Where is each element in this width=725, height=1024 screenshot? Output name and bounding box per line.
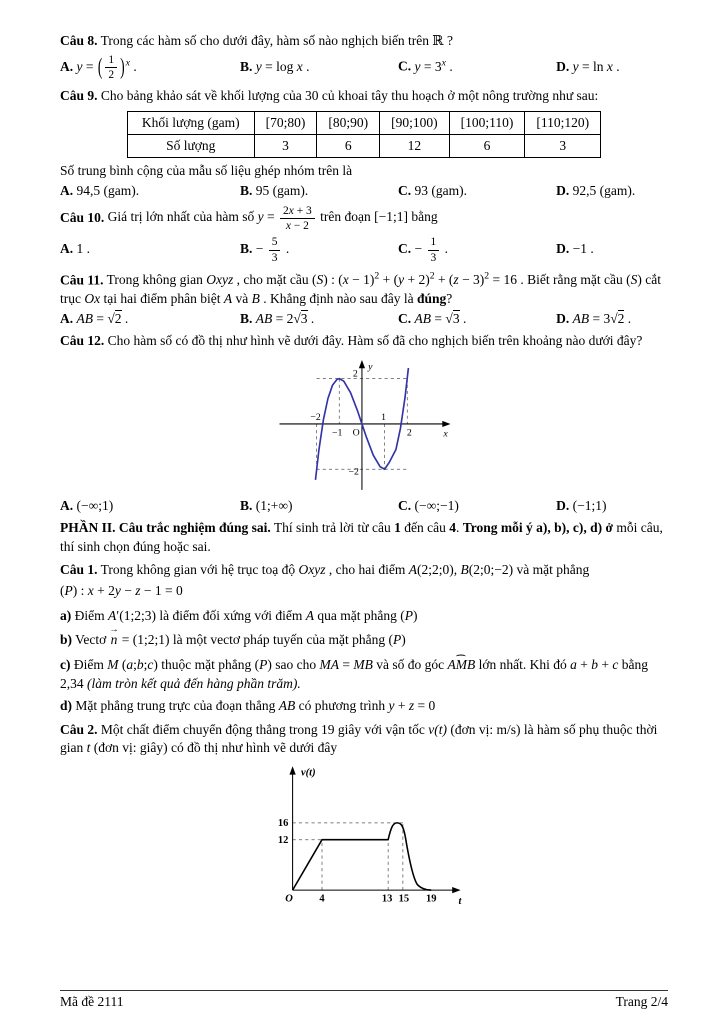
question-label: Câu 10. [60,209,105,225]
question-11 [60,270,668,327]
table-row [127,134,600,157]
part2-question-1 [60,561,668,715]
table-header-cell: [80;90) [317,111,380,134]
question-10 [60,204,668,265]
option-c: C. AB = √3 . [398,310,467,326]
question-text: Câu 12. Cho hàm số có đồ thị như hình vẽ dưới đây. Hàm số đã cho nghịch biến trên khoảng nào dưới đây? [60,332,643,348]
t-tick-13: 13 [381,893,393,905]
option-text: AB = 2√3 . [255,310,315,326]
p2q2-velocity-graph [60,762,668,909]
origin-label: O [285,893,293,905]
question-label: Câu 12. [60,332,105,348]
option-text: − $\frac{1}{3}$ . [414,236,449,264]
option-d: D. AB = 3√2 . [556,310,632,326]
option-a: A. 94,5 (gam). [60,182,140,198]
question-label: Câu 8. [60,33,98,48]
option-text: AB = √2 . [76,310,129,326]
option-a: A. AB = √2 . [60,310,129,326]
option-b: B. 95 (gam). [239,182,309,198]
x-tick-minus2: −2 [310,412,321,424]
q11-options [60,311,668,327]
option-b: B. AB = 2√3 . [239,310,315,326]
statement-a: a) Điểm A′(1;2;3) là điểm đối xứng với điểm A qua mặt phẳng (P) [60,607,418,623]
option-text: (1;+∞) [255,498,293,514]
y-axis-label: y [368,361,373,373]
origin-label: O [352,427,360,439]
option-text: −1 . [572,241,594,257]
statement-b: b) Vectơ → n = (1;2;1) là một vectơ pháp tuyến của mặt phẳng (P) [60,631,668,650]
option-c: C. (−∞;−1) [398,498,459,514]
option-text: (−1;1) [572,498,607,514]
option-text: 1 . [76,241,90,257]
question-12 [60,332,668,515]
option-c: C. 93 (gam). [398,182,468,198]
table-cell: 3 [525,134,601,157]
option-a: A. y = ( $\frac{1}{2}$ )$^x$ . [60,52,137,81]
q9-options [60,183,668,199]
v-tick-12: 12 [277,834,289,846]
table-header-cell: [110;120) [525,111,601,134]
page-number: Trang 2/4 [615,994,668,1009]
option-c: C. − $\frac{1}{3}$ . [398,236,449,264]
option-b: B. (1;+∞) [239,498,293,514]
table-cell: 6 [317,134,380,157]
option-d: D. y = ln x . [556,58,620,74]
question-label: Câu 9. [60,88,98,104]
option-text: y = ln x . [572,58,620,74]
t-axis-label: t [458,895,462,907]
question-label: Câu 11. [60,272,104,288]
question-label: Câu 2. [60,721,98,737]
option-b: B. y = log x . [239,58,310,74]
v-tick-16: 16 [277,818,289,830]
option-text: $y = 3^x$ . [414,57,453,74]
question-label: Câu 1. [60,562,98,578]
option-text: 92,5 (gam). [572,182,636,198]
option-b: B. − $\frac{5}{3}$ . [239,236,290,264]
option-text: 94,5 (gam). [76,182,140,198]
t-tick-4: 4 [319,893,325,905]
question-text: Câu 9. Cho bảng khảo sát về khối lượng của 30 củ khoai tây thu hoạch ở một nông trường như sau: [60,88,599,104]
q8-options [60,53,668,83]
part-2-heading [60,519,668,556]
equation-line: (P) : x + 2y − z − 1 = 0 [60,583,183,599]
question-text: Câu 11. Trong không gian Oxyz , cho mặt cầu (S) : $(x - 1)^2 + (y + 2)^2 + (z - 3)^2 = 16$ . Biết rằng mặt cầu (S) cắt trục Ox tại hai điểm phân biệt A và B . Khẳng định nào sau đây là đúng? [60,270,661,306]
table-cell: 6 [449,134,525,157]
table-cell: 12 [380,134,450,157]
question-9 [60,87,668,198]
question-text: Câu 10. Giá trị lớn nhất của hàm số y = $\frac{2x + 3}{x - 2}$ trên đoạn [−1;1] bằng [60,204,438,232]
option-d: D. −1 . [556,241,594,257]
velocity-time-plot [259,762,469,909]
option-text: (−∞;1) [76,498,114,514]
question-text: Câu 1. Trong không gian với hệ trục toạ độ Oxyz , cho hai điểm A(2;2;0), B(2;0;−2) và mặt phẳng [60,562,590,578]
cubic-function-plot [264,358,464,494]
option-text: AB = 3√2 . [572,310,632,326]
option-d: D. 92,5 (gam). [556,182,636,198]
section-heading: PHẦN II. Câu trắc nghiệm đúng sai. Thí sinh trả lời từ câu 1 đến câu 4. Trong mỗi ý a), b), c), d) ở mỗi câu, thí sinh chọn đúng hoặc sai. [60,520,663,554]
statement-c: c) Điểm M (a;b;c) thuộc mặt phẳng (P) sao cho MA = MB và số đo góc ⌢ AMB lớn nhất. Khi đó a + b + c bằng 2,34 (làm tròn kết quả đến hàng phần trăm). [60,656,668,693]
table-cell: 3 [254,134,317,157]
statement-d: d) Mặt phẳng trung trực của đoạn thẳng AB có phương trình y + z = 0 [60,698,436,714]
option-a: A. 1 . [60,241,90,257]
option-text: y = ( $\frac{1}{2}$ )$^x$ . [76,52,137,81]
table-header-cell: [100;110) [449,111,525,134]
option-text: y = log x . [255,58,310,74]
question-text: Câu 2. Một chất điểm chuyển động thẳng trong 19 giây với vận tốc v(t) (đơn vị: m/s) là hàm số phụ thuộc thời gian t (đơn vị: giây) có đồ thị như hình vẽ dưới đây [60,721,658,756]
footer [60,990,668,1010]
exam-code: Mã đề 2111 [60,994,124,1009]
option-text: (−∞;−1) [414,498,459,514]
x-axis-label: x [443,428,448,440]
question-text: Câu 8. Trong các hàm số cho dưới đây, hàm số nào nghịch biến trên ℝ ? [60,33,454,48]
table-header-cell: [70;80) [254,111,317,134]
q12-cubic-graph [60,358,668,494]
option-d: D. (−1;1) [556,498,607,514]
table-cell: Số lượng [127,134,254,157]
x-tick-minus1: −1 [332,427,343,439]
y-tick-2: 2 [352,368,358,380]
table-row [127,111,600,134]
question-text-continued: Số trung bình cộng của mẫu số liệu ghép nhóm trên là [60,162,353,178]
part2-question-2 [60,721,668,909]
t-tick-19: 19 [425,893,437,905]
table-header-cell: Khối lượng (gam) [127,111,254,134]
option-text: AB = √3 . [414,310,467,326]
question-8 [60,32,668,82]
option-text: − $\frac{5}{3}$ . [255,236,290,264]
q10-options [60,235,668,265]
option-a: A. (−∞;1) [60,498,114,514]
x-tick-1: 1 [381,412,387,424]
y-tick-minus2: −2 [348,466,359,478]
option-text: 93 (gam). [414,182,468,198]
x-tick-2: 2 [406,427,412,439]
option-text: 95 (gam). [255,182,309,198]
option-c: C. $y = 3^x$ . [398,57,453,74]
q12-options [60,498,668,514]
v-axis-label: v(t) [301,767,316,779]
t-tick-15: 15 [398,893,410,905]
table-header-cell: [90;100) [380,111,450,134]
frequency-table [127,111,601,158]
